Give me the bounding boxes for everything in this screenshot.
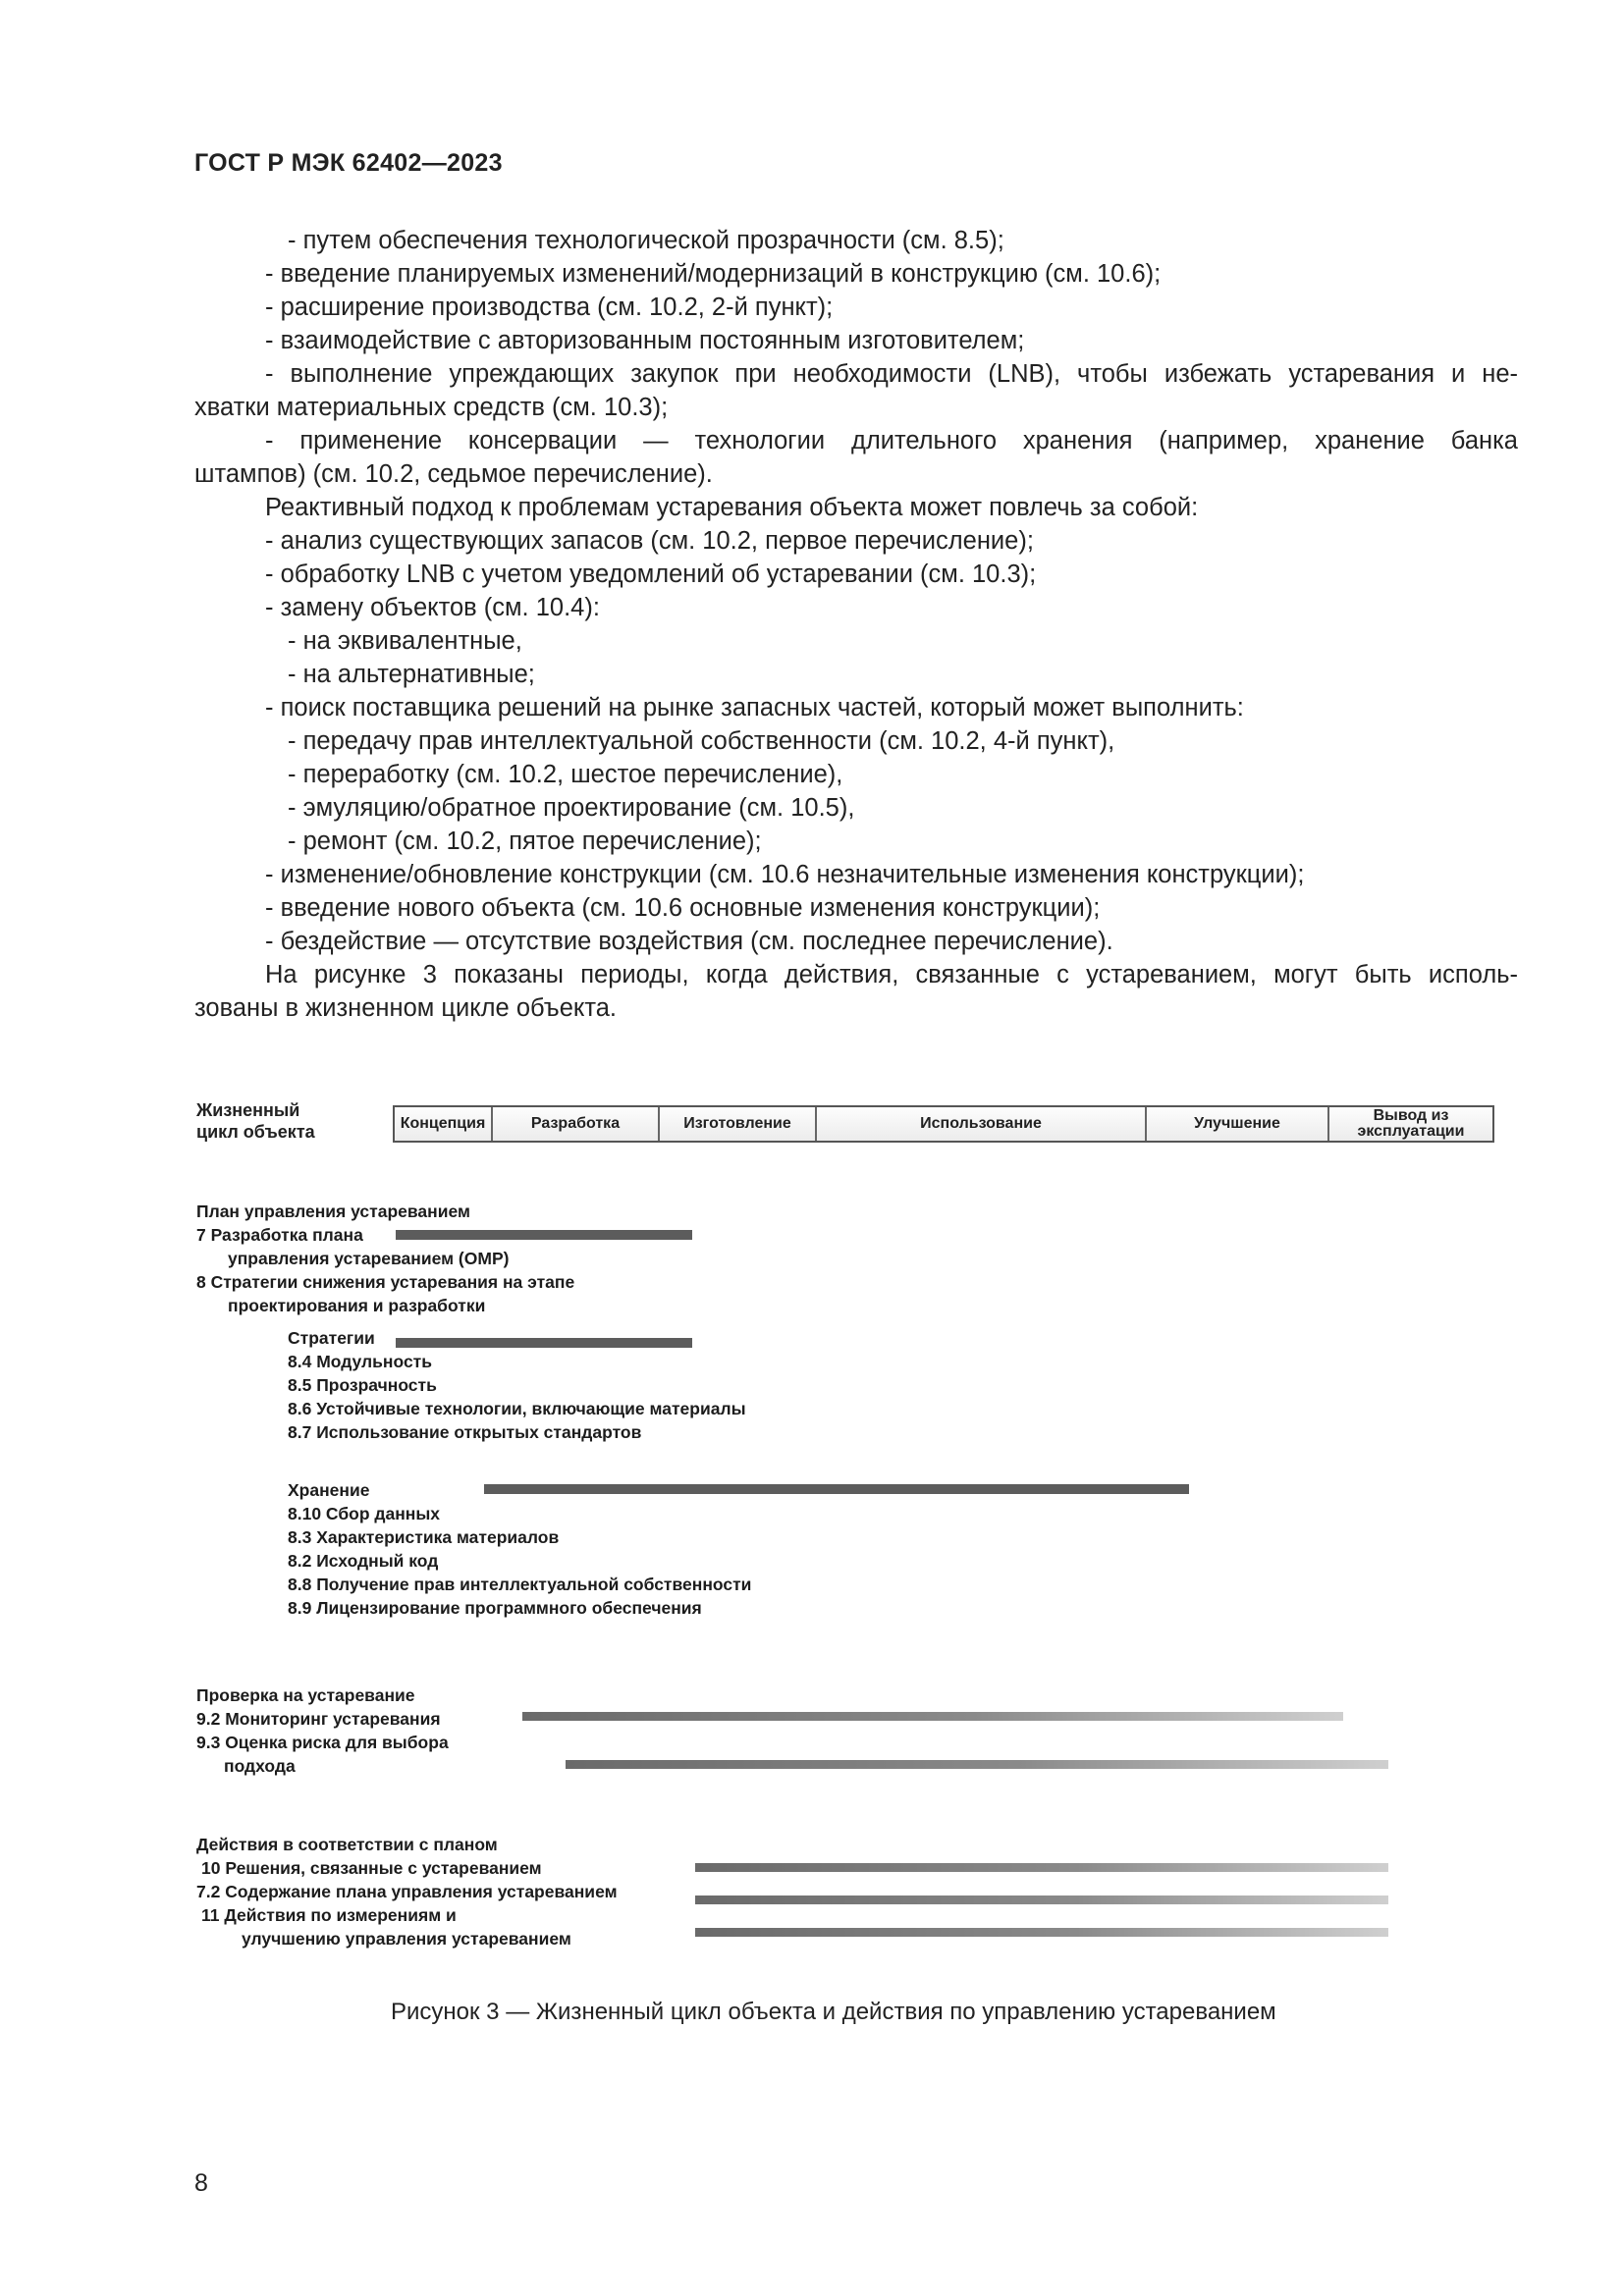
list-item: - путем обеспечения технологической прозрачности (см. 8.5); <box>288 227 1004 254</box>
action-bar <box>695 1928 1388 1937</box>
action-bar <box>695 1863 1388 1872</box>
action-item-11-cont: улучшению управления устареванием <box>242 1929 571 1949</box>
list-item: - переработку (см. 10.2, шестое перечисление), <box>288 761 843 788</box>
list-item: - взаимодействие с авторизованным постоянным изготовителем; <box>265 327 1025 354</box>
list-item-cont: хватки материальных средств (см. 10.3); <box>194 394 669 421</box>
list-item: - введение планируемых изменений/модернизаций в конструкцию (см. 10.6); <box>265 260 1162 288</box>
list-item: - эмуляцию/обратное проектирование (см. 10.5), <box>288 794 855 822</box>
storage-item: 8.9 Лицензирование программного обеспечения <box>288 1598 702 1618</box>
plan-item-8: 8 Стратегии снижения устаревания на этапе <box>196 1272 575 1292</box>
phase-last-line1: Вывод из <box>1373 1107 1449 1124</box>
check-title: Проверка на устаревание <box>196 1685 415 1705</box>
list-item: - выполнение упреждающих закупок при необходимости (LNB), чтобы избежать устаревания и не- <box>265 360 1518 388</box>
plan-item-8-cont: проектирования и разработки <box>228 1296 486 1315</box>
phase-last-line2: эксплуатации <box>1357 1123 1465 1140</box>
actions-title: Действия в соответствии с планом <box>196 1835 498 1854</box>
list-item: - поиск поставщика решений на рынке запасных частей, который может выполнить: <box>265 694 1244 721</box>
storage-bar <box>484 1484 1189 1494</box>
list-item: - ремонт (см. 10.2, пятое перечисление); <box>288 828 762 855</box>
check-item-93: 9.3 Оценка риска для выбора <box>196 1733 449 1752</box>
storage-item: 8.3 Характеристика материалов <box>288 1527 560 1547</box>
lifecycle-label-line1: Жизненный <box>196 1100 300 1120</box>
storage-item: 8.8 Получение прав интеллектуальной собственности <box>288 1575 752 1594</box>
plan-item-7-cont: управления устареванием (OMP) <box>228 1249 510 1268</box>
strategy-item: 8.7 Использование открытых стандартов <box>288 1422 642 1442</box>
phase-cell: Концепция <box>395 1107 493 1141</box>
paragraph-cont: зованы в жизненном цикле объекта. <box>194 994 617 1022</box>
list-item-cont: штампов) (см. 10.2, седьмое перечисление). <box>194 460 713 488</box>
strategies-title: Стратегии <box>288 1328 375 1348</box>
plan-item-7: 7 Разработка плана <box>196 1225 363 1245</box>
lifecycle-phases-table <box>393 1105 1494 1143</box>
lifecycle-label-line2: цикл объекта <box>196 1122 315 1142</box>
list-item: - применение консервации — технологии длительного хранения (например, хранение банка <box>265 427 1518 454</box>
phase-cell: Улучшение <box>1147 1107 1329 1141</box>
strategies-bar <box>396 1338 692 1348</box>
strategy-item: 8.4 Модульность <box>288 1352 433 1371</box>
lifecycle-label <box>196 1099 315 1143</box>
strategy-item: 8.6 Устойчивые технологии, включающие материалы <box>288 1399 746 1418</box>
list-item: - анализ существующих запасов (см. 10.2, первое перечисление); <box>265 527 1034 555</box>
list-item: - изменение/обновление конструкции (см. 10.6 незначительные изменения конструкции); <box>265 861 1305 888</box>
paragraph: На рисунке 3 показаны периоды, когда действия, связанные с устареванием, могут быть исполь- <box>265 961 1518 988</box>
plan-bar <box>396 1230 692 1240</box>
monitoring-bar <box>522 1712 1343 1721</box>
list-item: - передачу прав интеллектуальной собственности (см. 10.2, 4-й пункт), <box>288 727 1115 755</box>
list-item: - замену объектов (см. 10.4): <box>265 594 600 621</box>
action-item-10: 10 Решения, связанные с устареванием <box>201 1858 542 1878</box>
action-item-11: 11 Действия по измерениям и <box>201 1905 457 1925</box>
phase-cell: Использование <box>817 1107 1147 1141</box>
strategy-item: 8.5 Прозрачность <box>288 1375 437 1395</box>
list-item: - расширение производства (см. 10.2, 2-й пункт); <box>265 294 834 321</box>
list-item: - обработку LNB с учетом уведомлений об устаревании (см. 10.3); <box>265 561 1037 588</box>
phase-cell: Разработка <box>493 1107 660 1141</box>
storage-item: 8.10 Сбор данных <box>288 1504 441 1523</box>
list-item: - на эквивалентные, <box>288 627 522 655</box>
page-number: 8 <box>194 2169 208 2197</box>
risk-assessment-bar <box>566 1760 1388 1769</box>
action-bar <box>695 1896 1388 1904</box>
storage-item: 8.2 Исходный код <box>288 1551 439 1571</box>
check-item-93-cont: подхода <box>224 1756 296 1776</box>
phase-cell: Изготовление <box>660 1107 817 1141</box>
phase-cell <box>1329 1107 1492 1141</box>
storage-title: Хранение <box>288 1480 370 1500</box>
figure-caption: Рисунок 3 — Жизненный цикл объекта и действия по управлению устареванием <box>391 1999 1276 2025</box>
list-item: - введение нового объекта (см. 10.6 основные изменения конструкции); <box>265 894 1101 922</box>
list-item: - на альтернативные; <box>288 661 535 688</box>
plan-title: План управления устареванием <box>196 1201 470 1221</box>
paragraph: Реактивный подход к проблемам устаревания объекта может повлечь за собой: <box>265 494 1199 521</box>
check-item-92: 9.2 Мониторинг устаревания <box>196 1709 441 1729</box>
page-header: ГОСТ Р МЭК 62402—2023 <box>194 149 503 177</box>
action-item-72: 7.2 Содержание плана управления устареванием <box>196 1882 618 1901</box>
list-item: - бездействие — отсутствие воздействия (см. последнее перечисление). <box>265 928 1113 955</box>
